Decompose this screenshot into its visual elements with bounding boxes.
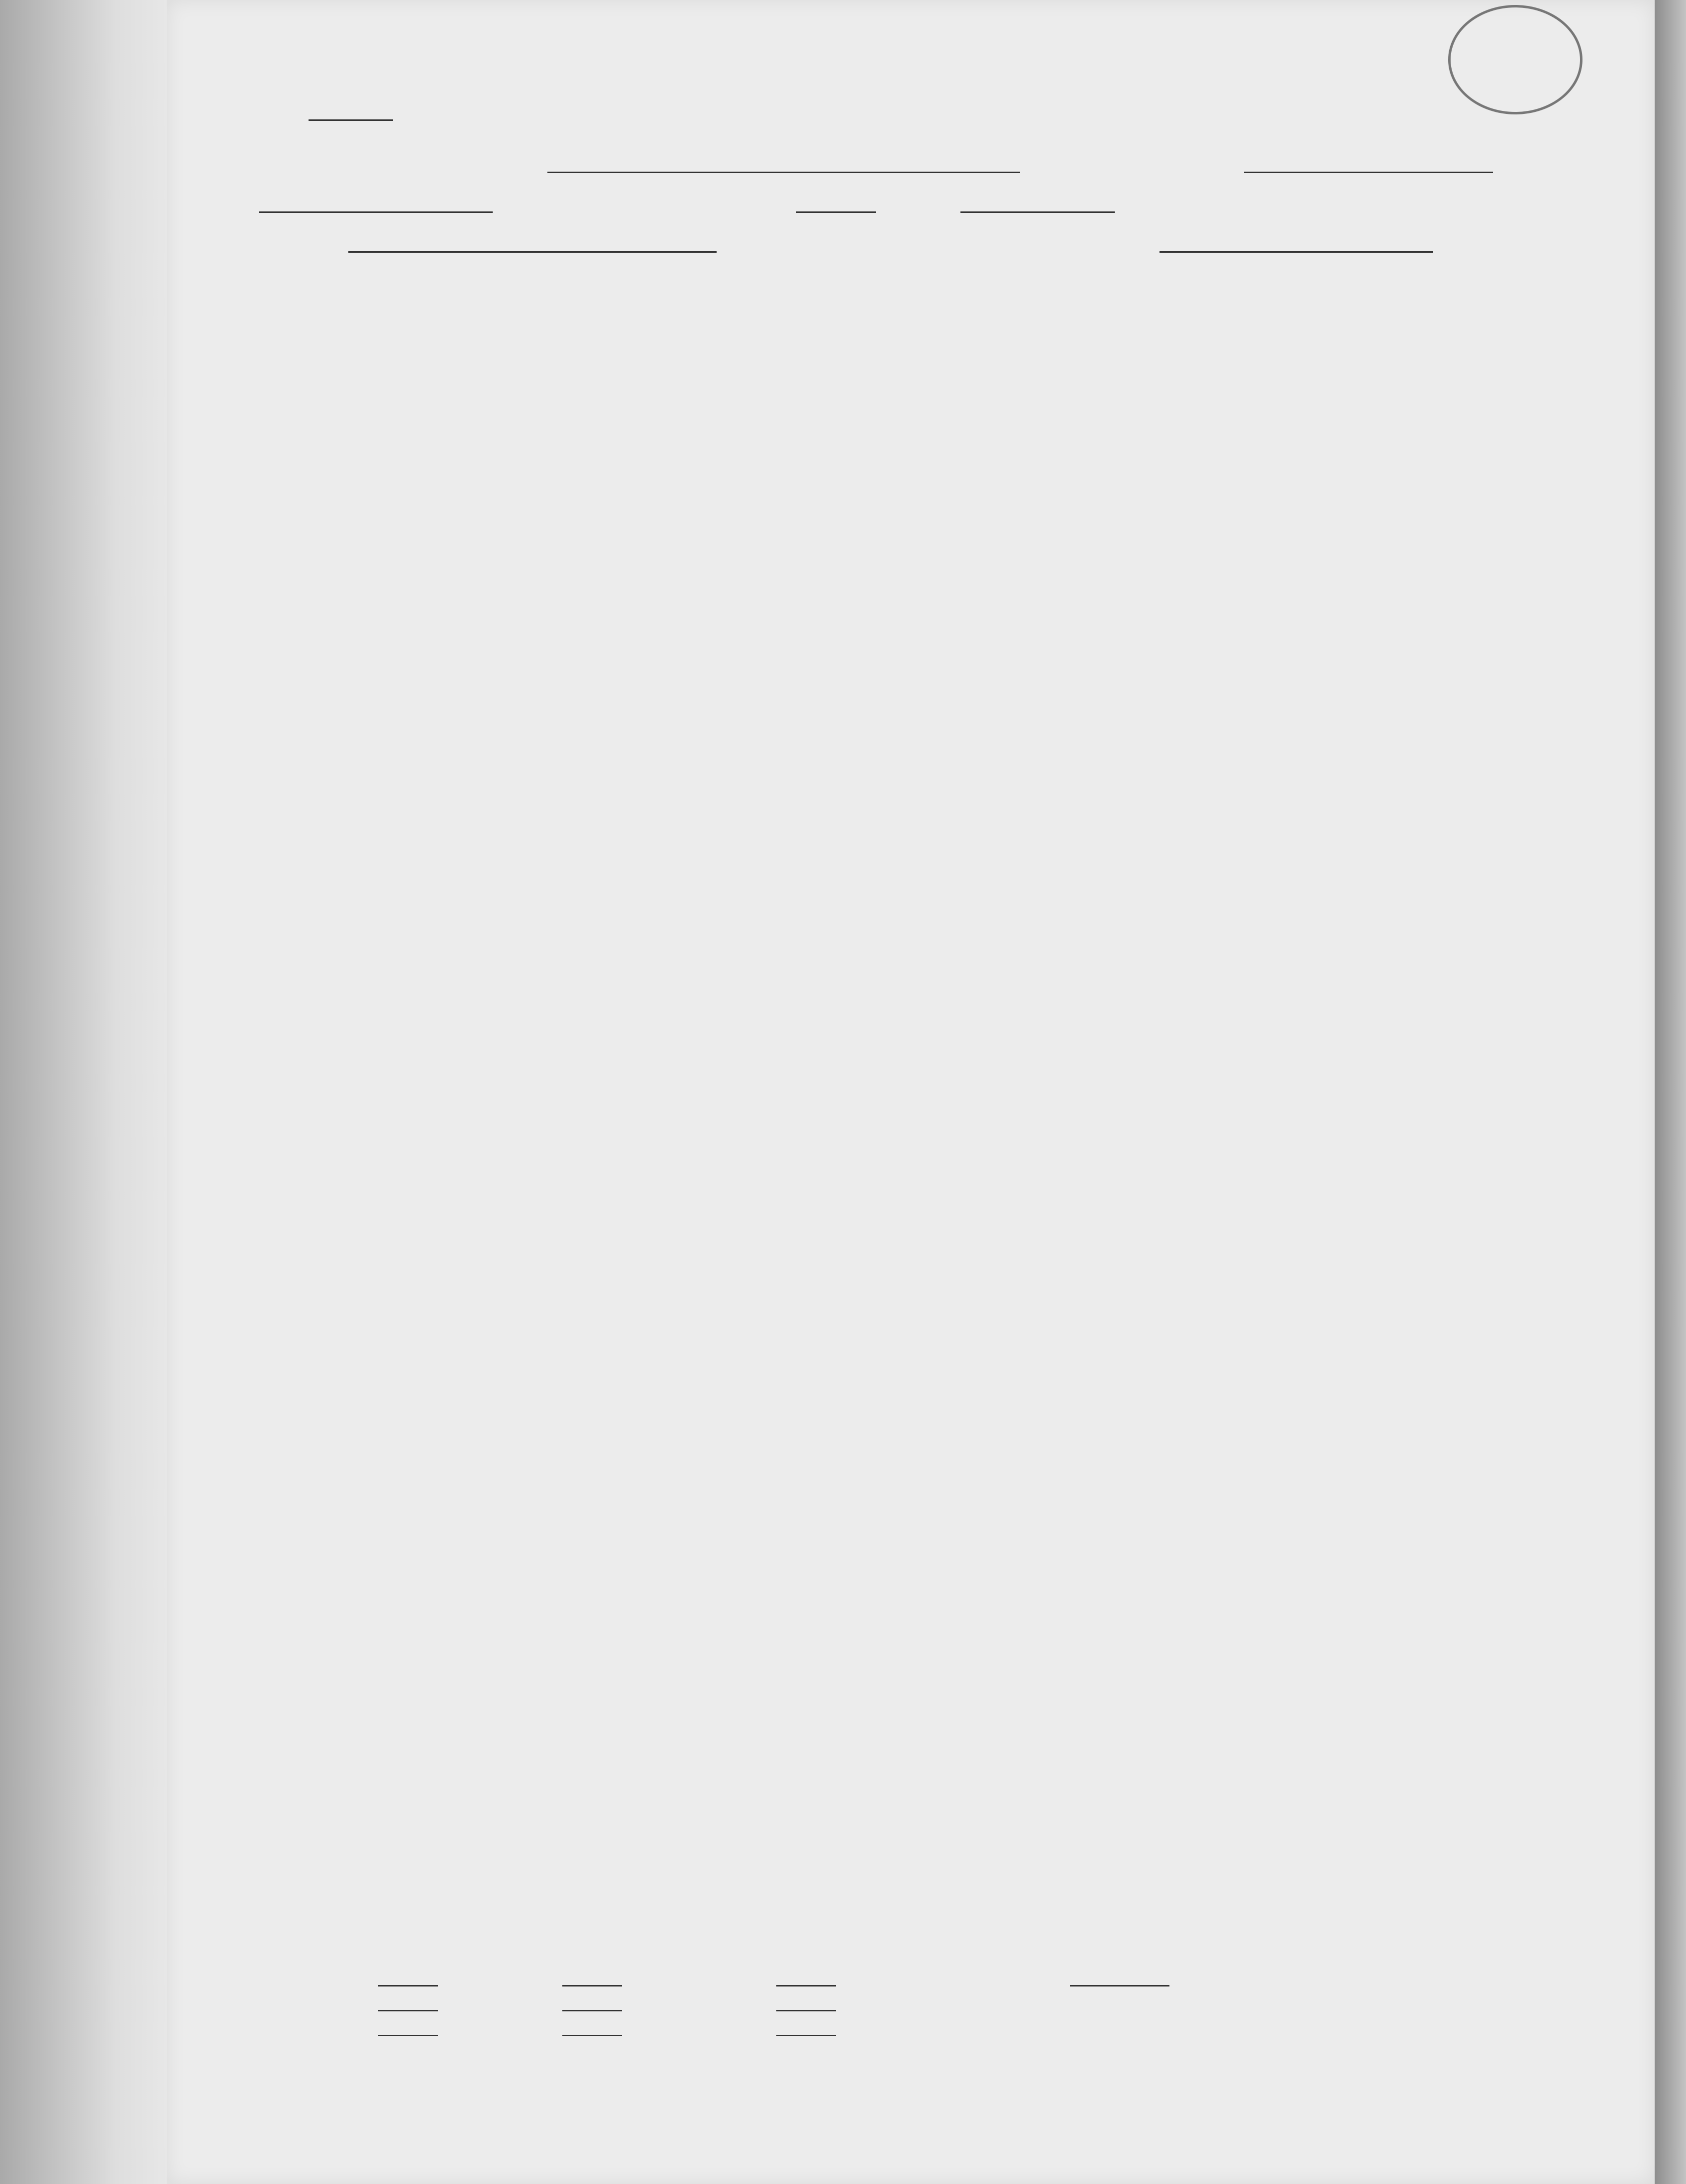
footer-underline <box>776 1985 836 1986</box>
footer-underline <box>562 1985 622 1986</box>
footer-underline <box>776 2010 836 2011</box>
footer-underline <box>378 1985 438 1986</box>
footer-underline <box>378 2010 438 2011</box>
footer-underline <box>562 2010 622 2011</box>
footer-underline <box>1070 1985 1169 1986</box>
footer-underline <box>562 2035 622 2036</box>
footer-underline <box>378 2035 438 2036</box>
footer-underline <box>776 2035 836 2036</box>
